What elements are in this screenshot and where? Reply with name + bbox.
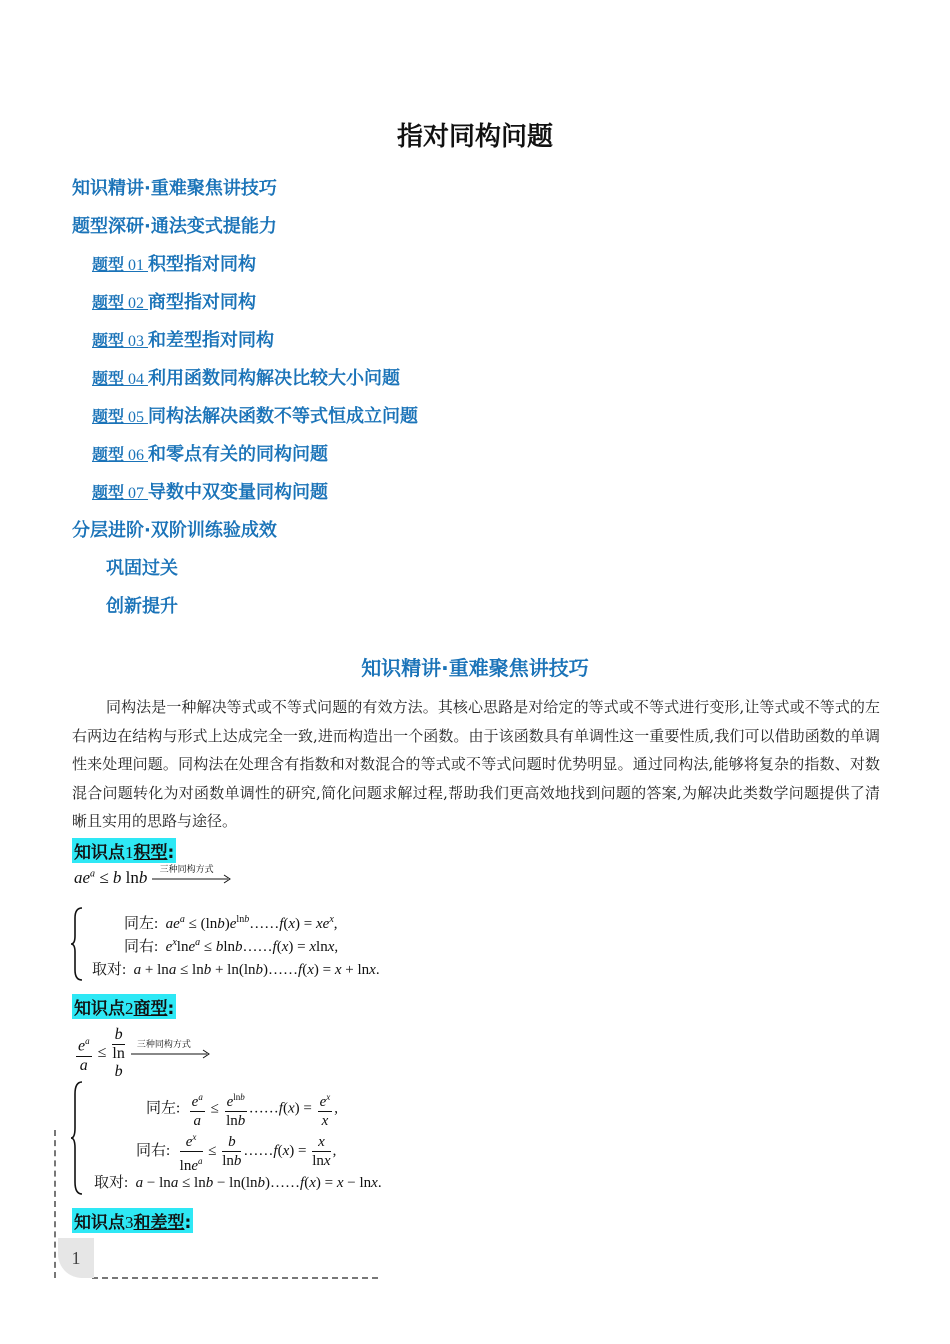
toc-item-innovate[interactable]: 创新提升 bbox=[106, 596, 178, 617]
toc-item-type-06[interactable]: 题型 06 和零点有关的同构问题 bbox=[92, 444, 329, 465]
page-border-bottom bbox=[92, 1277, 378, 1279]
toc-item-consolidate[interactable]: 巩固过关 bbox=[106, 558, 178, 579]
arrow-label: 三种同构方式 bbox=[159, 865, 214, 876]
toc-item-question-types[interactable]: 题型深研·通法变式提能力 bbox=[72, 216, 277, 237]
knowledge-point-1-heading: 知识点1积型: bbox=[72, 838, 176, 863]
page-title: 指对同构问题 bbox=[396, 122, 553, 152]
page-number: 1 bbox=[58, 1238, 94, 1278]
section-title: 知识精讲·重难聚焦讲技巧 bbox=[361, 656, 589, 680]
toc-item-type-07[interactable]: 题型 07 导数中双变量同构问题 bbox=[92, 482, 329, 503]
kp1-same-left: 同左: $ae^a$ ≤ $(\ln b)e^{lnb}\dots\dots f(x) = xe^x$, bbox=[124, 914, 338, 932]
knowledge-point-2-heading: 知识点2商型: bbox=[72, 994, 176, 1019]
toc-item-training[interactable]: 分层进阶·双阶训练验成效 bbox=[72, 520, 277, 541]
knowledge-point-3-heading: 知识点3和差型: bbox=[72, 1208, 193, 1233]
kp1-same-right: 同右: $e^x\ln e^a$ ≤ blnb……f(x) = xlnx, bbox=[124, 937, 339, 955]
left-brace-icon bbox=[70, 906, 84, 982]
page-border-left bbox=[54, 1130, 56, 1278]
toc-item-type-05[interactable]: 题型 05 同构法解决函数不等式恒成立问题 bbox=[92, 406, 419, 427]
kp2-formula: $\frac{e^a}{a}$ ≤ b ln b 三种同构方式 bbox=[74, 1026, 211, 1081]
intro-paragraph: 同构法是一种解决等式或不等式问题的有效方法。其核心思路是对给定的等式或不等式进行变形,让等式或不等式的左右两边在结构与形式上达成完全一致,进而构造出一个函数。由于该函数具有单调性这一重要性质,我们可以借助函数的单调性来处理问题。同构法在处理含有指数和对数混合的等式或不等式问题时优势明显。通过同构法,能够将复杂的指数、对数混合问题转化为对函数单调性的研究,简化问题求解过程,帮助我们更高效地找到问题的答案,为解决此类数学问题提供了清晰且实用的思路与途径。 bbox=[72, 698, 880, 830]
toc-item-type-01[interactable]: 题型 01 积型指对同构 bbox=[92, 254, 257, 275]
toc-item-knowledge[interactable]: 知识精讲·重难聚焦讲技巧 bbox=[72, 178, 277, 199]
toc-item-type-02[interactable]: 题型 02 商型指对同构 bbox=[92, 292, 257, 313]
kp2-same-right: 同右: $\frac{e^x}{\ln e^a}$ ≤ $\frac{b}{\ln b}$ ……f(x) = $\frac{x}{\ln x}$ , bbox=[136, 1128, 336, 1175]
arrow-label-2: 三种同构方式 bbox=[136, 1039, 191, 1050]
kp2-same-left: 同左: $\frac{e^a}{a}$ ≤ $\frac{e^{lnb}}{\ln b}$ ……f(x) = $\frac{e^x}{x}$ , bbox=[146, 1088, 338, 1130]
toc-item-type-04[interactable]: 题型 04 利用函数同构解决比较大小问题 bbox=[92, 368, 401, 389]
kp1-formula: $ae^a \le b$ lnb 三种同构方式 bbox=[74, 868, 232, 888]
toc-item-type-03[interactable]: 题型 03 和差型指对同构 bbox=[92, 330, 275, 351]
right-arrow-icon bbox=[152, 874, 232, 884]
kp2-take-log: 取对: a − lna ≤ lnb − ln(lnb)……f(x) = x − lnx. bbox=[94, 1175, 382, 1191]
kp1-take-log: 取对: a + lna ≤ lnb + ln(lnb)……f(x) = x + lnx. bbox=[92, 962, 380, 978]
left-brace-icon bbox=[70, 1080, 84, 1196]
right-arrow-icon bbox=[131, 1049, 211, 1059]
